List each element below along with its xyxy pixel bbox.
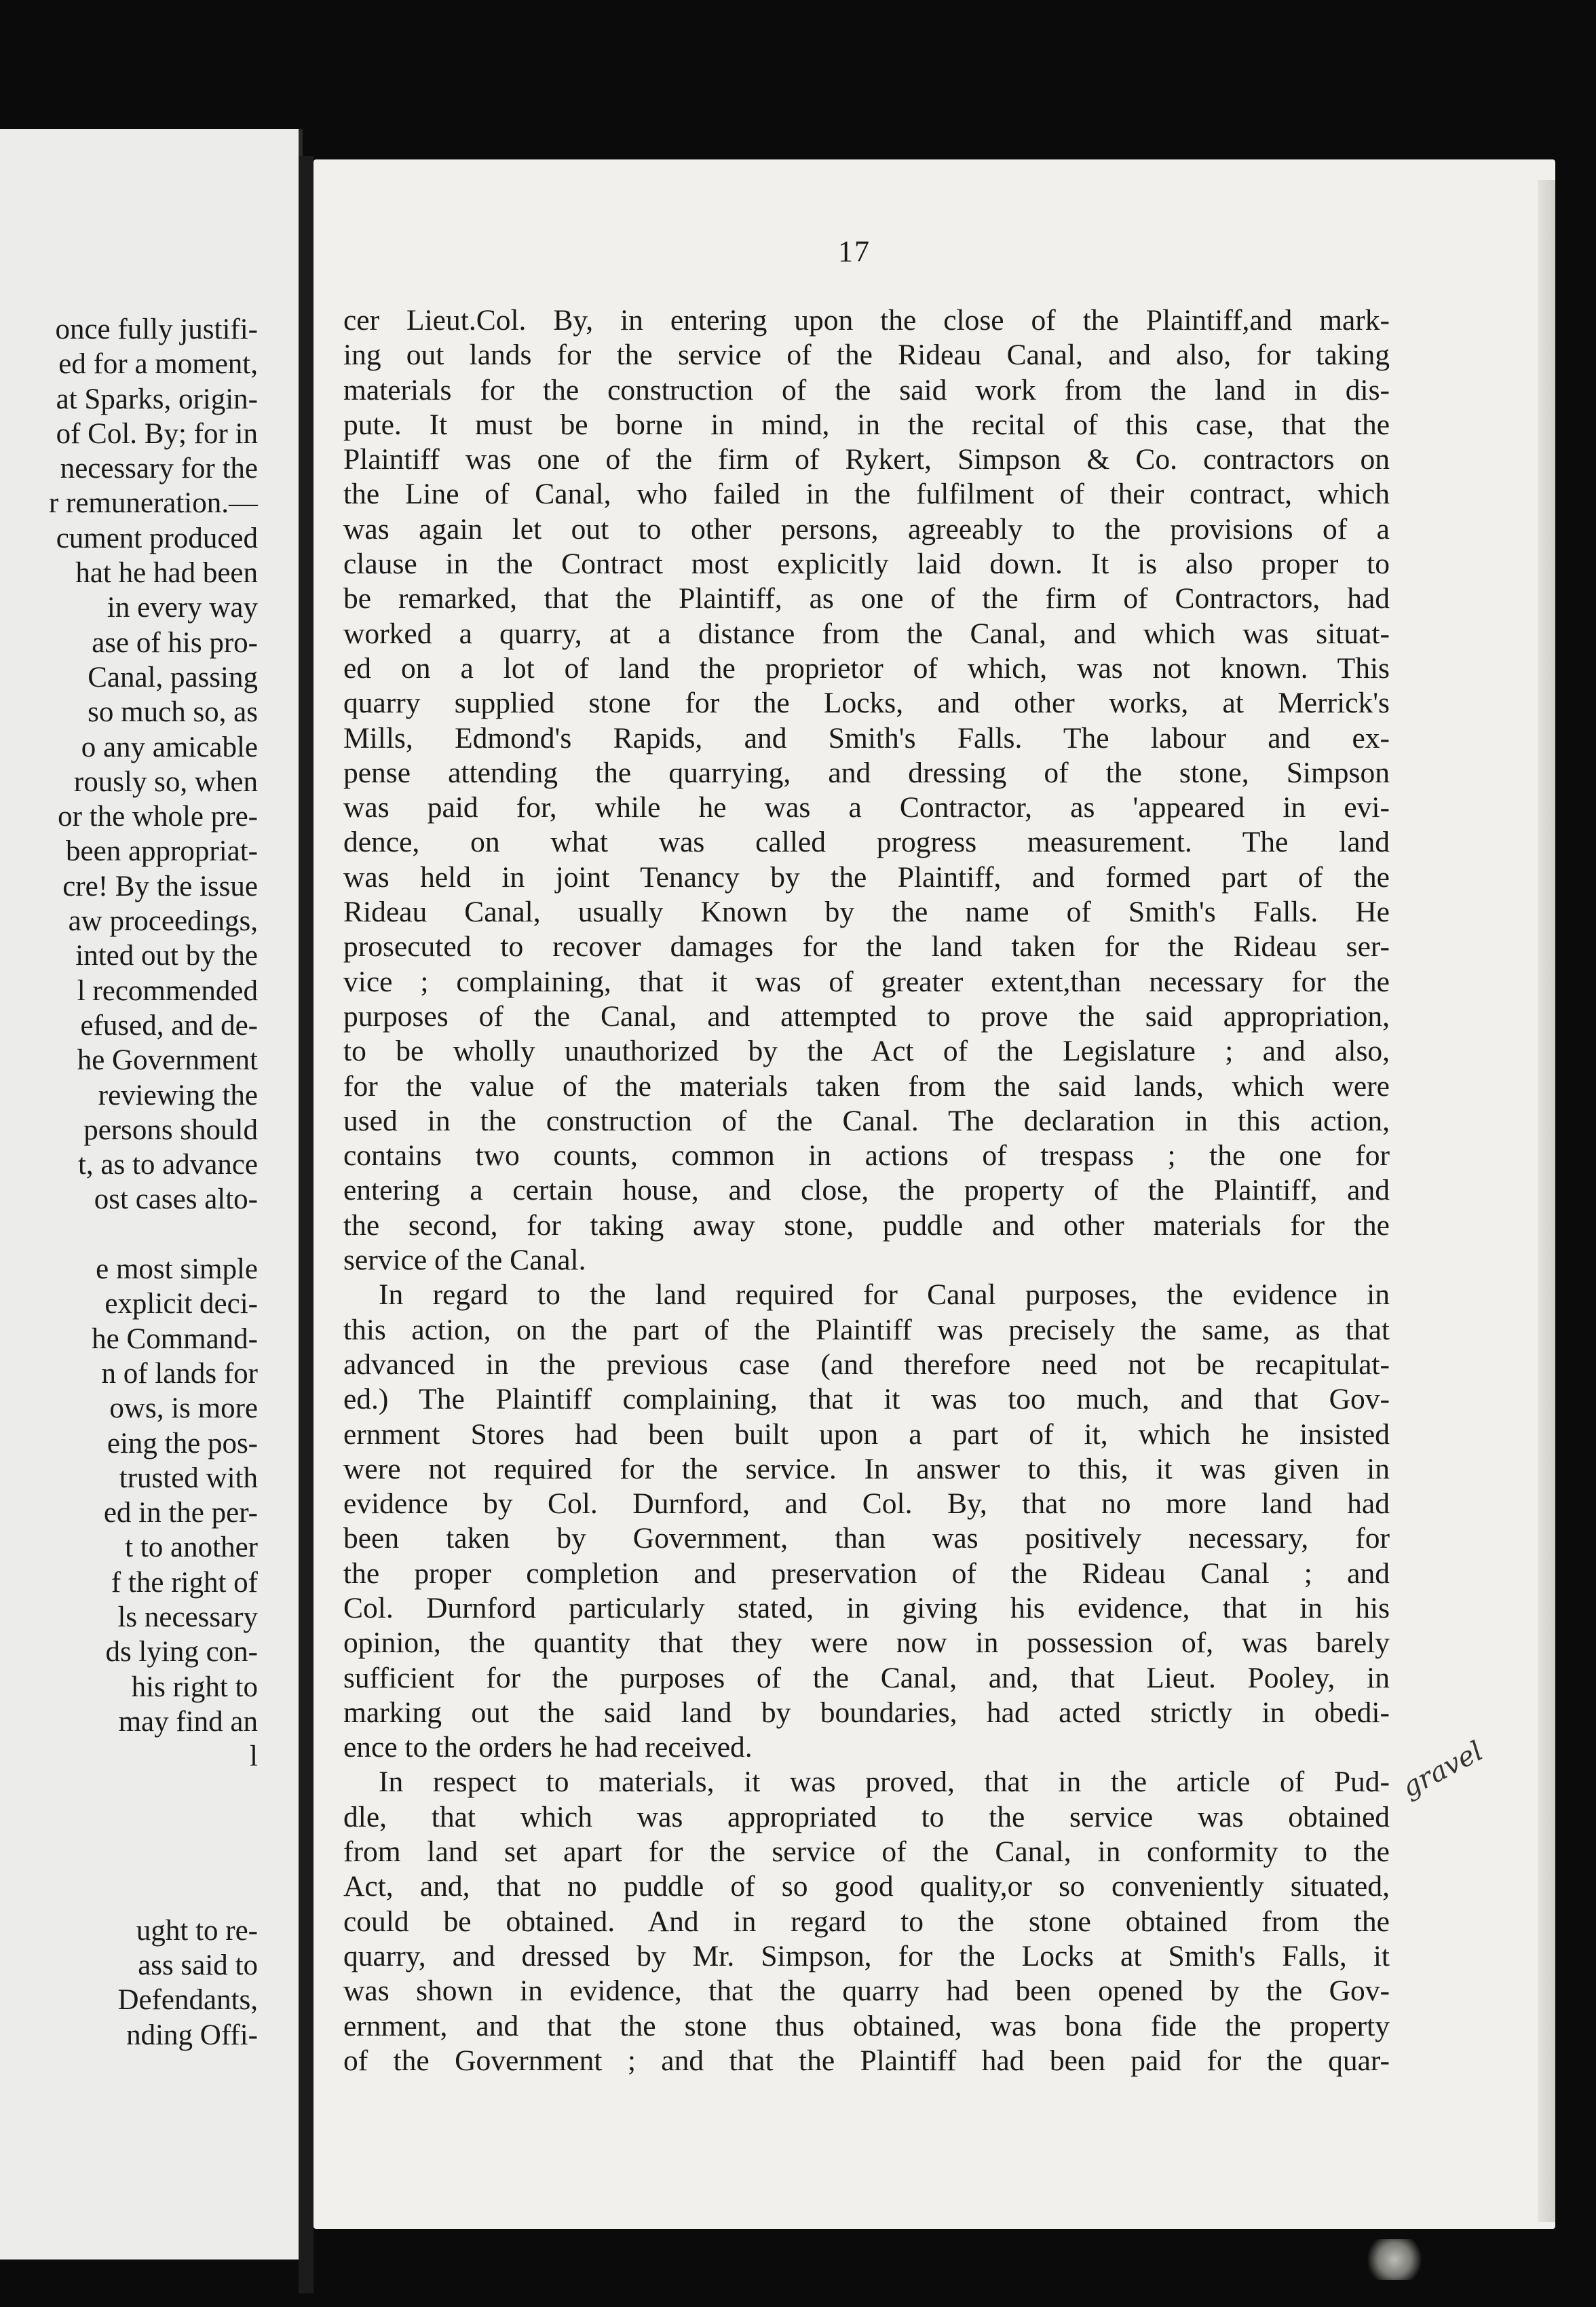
facing-page-line: Defendants, (117, 1984, 258, 2017)
facing-page-line: cre! By the issue (62, 870, 258, 902)
text-line: clause in the Contract most explicitly laid down. It is also proper to (343, 548, 1390, 581)
text-line: Col. Durnford particularly stated, in giving his evidence, that in his (343, 1591, 1390, 1624)
text-line: ernment, and that the stone thus obtained, was bona fide the property (343, 2009, 1390, 2042)
text-line: In respect to materials, it was proved, that in the article of Pud- (379, 1766, 1390, 1799)
facing-page-line: of Col. By; for in (56, 417, 258, 450)
text-line: be remarked, that the Plaintiff, as one of the firm of Contractors, had (343, 582, 1390, 615)
handwritten-marginal-note: gravel (1396, 1735, 1488, 1804)
facing-page-line: aw proceedings, (68, 905, 258, 938)
facing-page-line: he Command- (92, 1322, 258, 1355)
body-text (343, 303, 1390, 2078)
text-line: marking out the said land by boundaries, had acted strictly in obedi- (343, 1696, 1390, 1729)
facing-page-line: n of lands for (101, 1357, 258, 1390)
text-line: used in the construction of the Canal. The declaration in this action, (343, 1104, 1390, 1137)
page-stain (1364, 2239, 1425, 2280)
facing-page-line: ed for a moment, (58, 348, 258, 381)
facing-page-line: nding Offi- (126, 2019, 258, 2051)
text-line: dle, that which was appropriated to the service was obtained (343, 1800, 1390, 1833)
text-line: quarry, and dressed by Mr. Simpson, for the Locks at Smith's Falls, it (343, 1939, 1390, 1972)
facing-page-line: ught to re- (136, 1914, 258, 1947)
text-line: of the Government ; and that the Plaintiff had been paid for the quar- (343, 2044, 1390, 2077)
text-line: for the value of the materials taken from the said lands, which were (343, 1069, 1390, 1103)
facing-page-line: o any amicable (81, 731, 258, 763)
text-line: Act, and, that no puddle of so good quality,or so conveniently situated, (343, 1870, 1390, 1903)
text-line: purposes of the Canal, and attempted to prove the said appropriation, (343, 999, 1390, 1033)
facing-page-text (0, 312, 299, 2053)
facing-page-line: trusted with (119, 1462, 258, 1494)
facing-page-line: in every way (107, 592, 258, 624)
facing-page-line: explicit deci- (104, 1288, 258, 1320)
facing-page-line: so much so, as (88, 696, 258, 729)
text-line: the second, for taking away stone, puddle and other materials for the (343, 1208, 1390, 1242)
facing-page-line (0, 1844, 299, 1878)
text-line: sufficient for the purposes of the Canal, and, that Lieut. Pooley, in (343, 1661, 1390, 1694)
facing-page-line: l (250, 1740, 258, 1773)
facing-page-line: cument produced (56, 522, 258, 554)
facing-page-line: he Government (77, 1044, 258, 1077)
facing-page-line: eing the pos- (107, 1427, 258, 1460)
text-line: to be wholly unauthorized by the Act of the Legislature ; and also, (343, 1035, 1390, 1068)
text-line: contains two counts, common in actions of trespass ; the one for (343, 1139, 1390, 1172)
facing-page-line: t, as to advance (77, 1149, 258, 1181)
facing-page-line (0, 1809, 299, 1844)
text-line: evidence by Col. Durnford, and Col. By, that no more land had (343, 1487, 1390, 1521)
facing-page-line: ass said to (138, 1949, 258, 1981)
facing-page-line: ls necessary (117, 1601, 258, 1633)
facing-page-line: or the whole pre- (58, 801, 258, 833)
text-line: the Line of Canal, who failed in the fulfilment of their contract, which (343, 478, 1390, 511)
text-line: ed on a lot of land the proprietor of which, was not known. This (343, 651, 1390, 685)
text-line: from land set apart for the service of the Canal, in conformity to the (343, 1835, 1390, 1869)
text-line: was held in joint Tenancy by the Plaintiff, and formed part of the (343, 860, 1390, 894)
text-line: entering a certain house, and close, the property of the Plaintiff, and (343, 1174, 1390, 1207)
text-line: advanced in the previous case (and therefore need not be recapitulat- (343, 1348, 1390, 1381)
text-line: this action, on the part of the Plaintiff was precisely the same, as that (343, 1313, 1390, 1346)
facing-page-line: t to another (125, 1531, 258, 1564)
text-line: pute. It must be borne in mind, in the recital of this case, that the (343, 408, 1390, 441)
facing-page-line: rously so, when (73, 765, 258, 798)
text-line: pense attending the quarrying, and dressing of the stone, Simpson (343, 756, 1390, 789)
text-line: was again let out to other persons, agreeably to the provisions of a (343, 512, 1390, 546)
text-line: materials for the construction of the said work from the land in dis- (343, 373, 1390, 406)
facing-page-line: inted out by the (75, 940, 258, 972)
facing-page-line: Canal, passing (88, 661, 258, 693)
text-line: quarry supplied stone for the Locks, and other works, at Merrick's (343, 687, 1390, 720)
facing-page-line: at Sparks, origin- (56, 383, 258, 415)
facing-page-line: e most simple (96, 1253, 258, 1286)
facing-page-line: ds lying con- (105, 1636, 258, 1669)
facing-page-line: ase of his pro- (92, 626, 258, 659)
text-line: In regard to the land required for Canal purposes, the evidence in (379, 1278, 1390, 1312)
text-line: ing out lands for the service of the Rideau Canal, and also, for taking (343, 339, 1390, 372)
text-line: Plaintiff was one of the firm of Rykert, Simpson & Co. contractors on (343, 443, 1390, 476)
book-spine (299, 156, 314, 2293)
text-line: was shown in evidence, that the quarry had been opened by the Gov- (343, 1975, 1390, 2008)
text-line: prosecuted to recover damages for the land taken for the Rideau ser- (343, 930, 1390, 964)
facing-page-line: efused, and de- (80, 1009, 258, 1042)
text-line: Rideau Canal, usually Known by the name of Smith's Falls. He (343, 896, 1390, 929)
facing-page-line: persons should (83, 1113, 258, 1146)
text-line: ence to the orders he had received. (343, 1731, 753, 1764)
facing-page-line: hat he had been (75, 557, 258, 590)
text-line: Mills, Edmond's Rapids, and Smith's Falls. The labour and ex- (343, 721, 1390, 755)
facing-page-line: his right to (131, 1671, 258, 1703)
text-line: ernment Stores had been built upon a part of it, which he insisted (343, 1417, 1390, 1451)
text-line: been taken by Government, than was positively necessary, for (343, 1522, 1390, 1555)
text-line: dence, on what was called progress measurement. The land (343, 826, 1390, 859)
facing-page-line (0, 1878, 299, 1913)
text-line: ed.) The Plaintiff complaining, that it was too much, and that Gov- (343, 1383, 1390, 1416)
facing-page-line: been appropriat- (66, 835, 258, 868)
text-line: opinion, the quantity that they were now in possession of, was barely (343, 1626, 1390, 1660)
text-line: vice ; complaining, that it was of greater extent,than necessary for the (343, 965, 1390, 998)
facing-page-left (0, 129, 303, 2260)
facing-page-line: ost cases alto- (94, 1183, 258, 1216)
text-line: service of the Canal. (343, 1244, 586, 1277)
facing-page-line: necessary for the (60, 453, 258, 485)
text-line: worked a quarry, at a distance from the Canal, and which was situat- (343, 617, 1390, 650)
facing-page-line (0, 1774, 299, 1808)
page-number: 17 (838, 235, 871, 268)
facing-page-line: l recommended (77, 974, 258, 1007)
facing-page-line: r remuneration.— (48, 487, 258, 520)
facing-page-line: ows, is more (109, 1392, 258, 1425)
text-line: could be obtained. And in regard to the stone obtained from the (343, 1905, 1390, 1938)
facing-page-line: f the right of (111, 1566, 258, 1599)
text-line: were not required for the service. In answer to this, it was given in (343, 1452, 1390, 1485)
facing-page-line (0, 1217, 299, 1252)
facing-page-line: may find an (118, 1705, 258, 1738)
facing-page-line: ed in the per- (103, 1497, 258, 1529)
text-line: the proper completion and preservation of the Rideau Canal ; and (343, 1557, 1390, 1590)
text-line: cer Lieut.Col. By, in entering upon the close of the Plaintiff,and mark- (343, 304, 1390, 337)
text-line: was paid for, while he was a Contractor, as 'appeared in evi- (343, 791, 1390, 824)
facing-page-line: reviewing the (98, 1079, 258, 1111)
facing-page-line: once fully justifi- (55, 313, 258, 345)
